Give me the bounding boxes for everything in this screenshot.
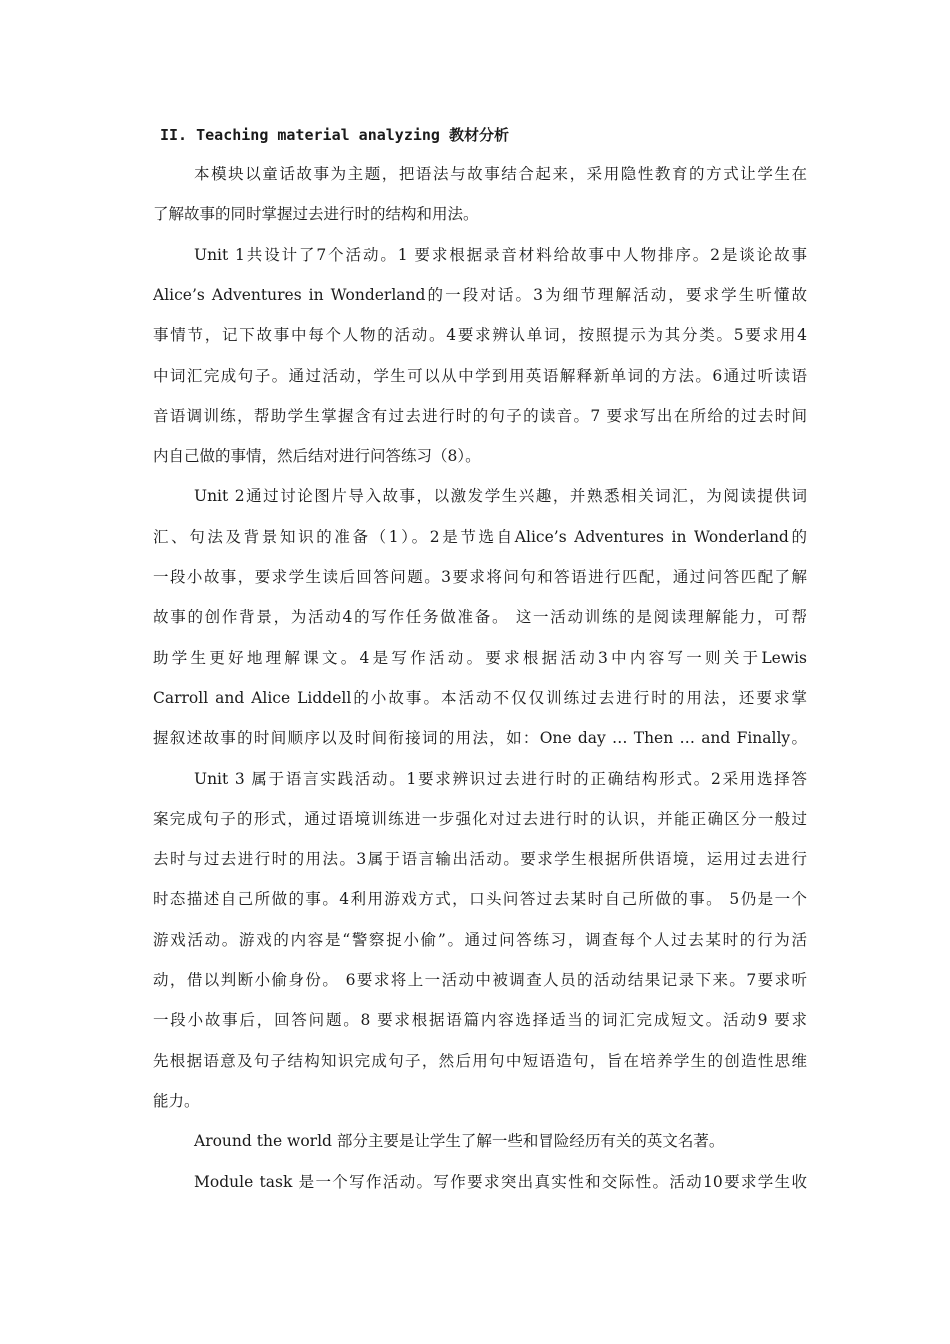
text-line: 故事的创作背景，为活动4的写作任务做准备。 这一活动训练的是阅读理解能力，可帮 <box>153 608 807 626</box>
text-line: 了解故事的同时掌握过去进行时的结构和用法。 <box>153 205 479 223</box>
text-line: Unit 2通过讨论图片导入故事，以激发学生兴趣，并熟悉相关词汇，为阅读提供词 <box>194 487 807 505</box>
text-line: 本模块以童话故事为主题，把语法与故事结合起来，采用隐性教育的方式让学生在 <box>194 165 807 183</box>
text-line: 音语调训练，帮助学生掌握含有过去进行时的句子的读音。7 要求写出在所给的过去时间 <box>153 407 807 425</box>
text-line: 时态描述自己所做的事。4利用游戏方式，口头问答过去某时自己所做的事。 5仍是一个 <box>153 890 807 908</box>
text-line: 中词汇完成句子。通过活动，学生可以从中学到用英语解释新单词的方法。6通过听读语 <box>153 367 807 385</box>
text-line: 先根据语意及句子结构知识完成句子，然后用句中短语造句，旨在培养学生的创造性思维 <box>153 1052 807 1070</box>
text-line: 动，借以判断小偷身份。 6要求将上一活动中被调查人员的活动结果记录下来。7要求听 <box>153 971 807 989</box>
text-line: 去时与过去进行时的用法。3属于语言输出活动。要求学生根据所供语境，运用过去进行 <box>153 850 807 868</box>
section-heading: II. Teaching material analyzing 教材分析 <box>160 126 509 144</box>
text-line: Alice’s Adventures in Wonderland的一段对话。3为细节理解活动，要求学生听懂故 <box>153 286 807 304</box>
text-line: 内自己做的事情，然后结对进行问答练习（8）。 <box>153 447 481 465</box>
text-line: Around the world 部分主要是让学生了解一些和冒险经历有关的英文名著。 <box>194 1132 725 1150</box>
text-line: 案完成句子的形式，通过语境训练进一步强化对过去进行时的认识，并能正确区分一般过 <box>153 810 807 828</box>
text-line: 汇、句法及背景知识的准备（1）。2是节选自Alice’s Adventures in Wonderland的 <box>153 528 807 546</box>
text-line: 能力。 <box>153 1092 200 1110</box>
text-line: Carroll and Alice Liddell的小故事。本活动不仅仅训练过去进行时的用法，还要求掌 <box>153 689 807 707</box>
text-line: 握叙述故事的时间顺序以及时间衔接词的用法，如：One day … Then … and Finally。 <box>153 729 807 747</box>
text-line: Unit 1共设计了7个活动。1 要求根据录音材料给故事中人物排序。2是谈论故事 <box>194 246 807 264</box>
text-line: 事情节，记下故事中每个人物的活动。4要求辨认单词，按照提示为其分类。5要求用4 <box>153 326 807 344</box>
text-line: 一段小故事后，回答问题。8 要求根据语篇内容选择适当的词汇完成短文。活动9 要求 <box>153 1011 807 1029</box>
text-line: 助学生更好地理解课文。4是写作活动。要求根据活动3中内容写一则关于Lewis <box>153 649 807 667</box>
text-line: Module task 是一个写作活动。写作要求突出真实性和交际性。活动10要求学生收 <box>194 1173 807 1191</box>
text-line: 游戏活动。游戏的内容是“警察捉小偷”。通过问答练习，调查每个人过去某时的行为活 <box>153 931 807 949</box>
text-line: 一段小故事，要求学生读后回答问题。3要求将问句和答语进行匹配，通过问答匹配了解 <box>153 568 807 586</box>
text-line: Unit 3 属于语言实践活动。1要求辨识过去进行时的正确结构形式。2采用选择答 <box>194 770 807 788</box>
